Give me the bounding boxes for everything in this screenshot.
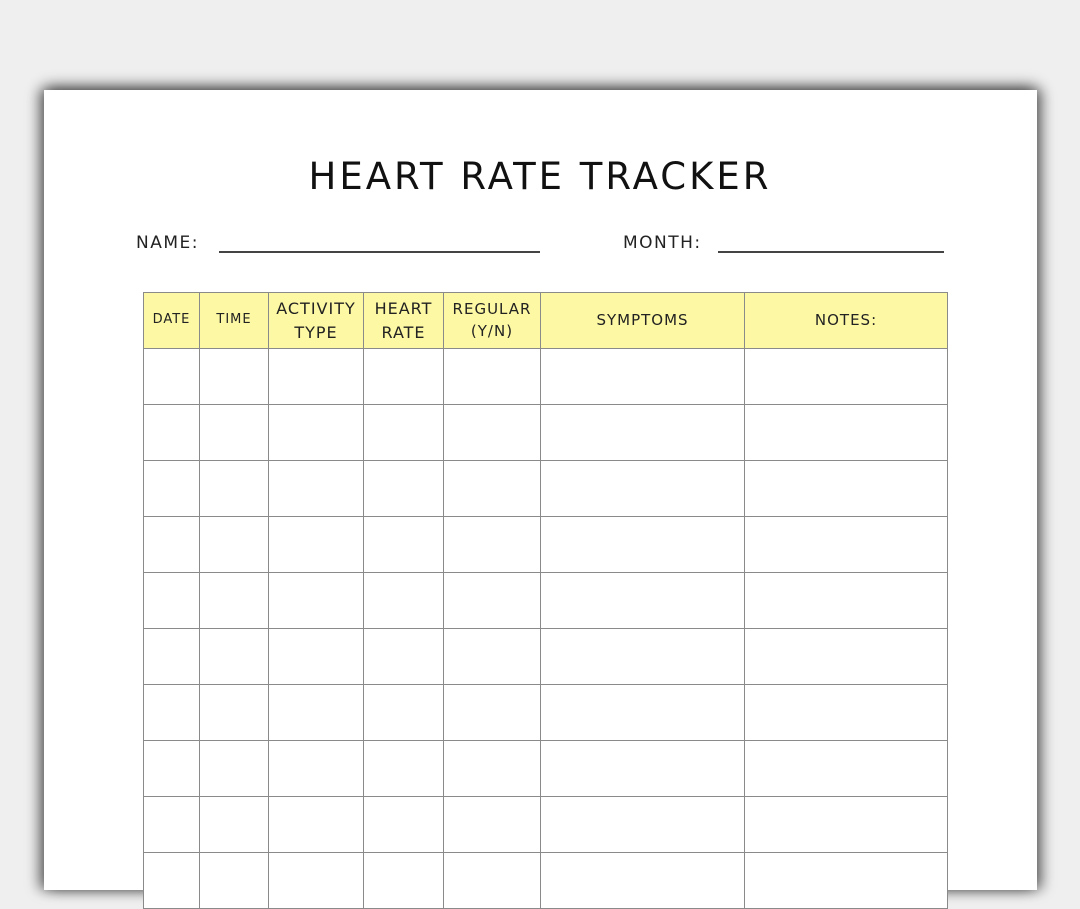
table-cell[interactable] (541, 573, 745, 629)
table-row (144, 405, 948, 461)
table-cell[interactable] (444, 461, 541, 517)
table-cell[interactable] (444, 405, 541, 461)
table-cell[interactable] (144, 461, 200, 517)
table-cell[interactable] (541, 629, 745, 685)
table-cell[interactable] (200, 461, 269, 517)
table-cell[interactable] (364, 797, 444, 853)
table-cell[interactable] (364, 349, 444, 405)
table-cell[interactable] (364, 405, 444, 461)
table-cell[interactable] (444, 349, 541, 405)
table-cell[interactable] (144, 629, 200, 685)
table-cell[interactable] (269, 517, 364, 573)
page-title: HEART RATE TRACKER (308, 155, 772, 198)
table-cell[interactable] (444, 741, 541, 797)
table-row (144, 517, 948, 573)
table-cell[interactable] (541, 405, 745, 461)
table-cell[interactable] (745, 517, 948, 573)
table-cell[interactable] (444, 853, 541, 909)
table-cell[interactable] (541, 797, 745, 853)
table-cell[interactable] (269, 741, 364, 797)
name-field[interactable] (219, 251, 540, 253)
table-cell[interactable] (269, 797, 364, 853)
tracker-body (144, 349, 948, 909)
table-cell[interactable] (745, 853, 948, 909)
table-cell[interactable] (200, 573, 269, 629)
table-cell[interactable] (200, 797, 269, 853)
table-cell[interactable] (269, 405, 364, 461)
table-cell[interactable] (200, 853, 269, 909)
table-cell[interactable] (144, 741, 200, 797)
header-activity-type: ACTIVITY TYPE (269, 293, 364, 349)
table-cell[interactable] (144, 517, 200, 573)
table-cell[interactable] (745, 349, 948, 405)
table-cell[interactable] (444, 629, 541, 685)
table-cell[interactable] (200, 741, 269, 797)
header-time: TIME (200, 293, 269, 349)
table-cell[interactable] (364, 853, 444, 909)
table-cell[interactable] (144, 405, 200, 461)
table-cell[interactable] (144, 349, 200, 405)
table-cell[interactable] (364, 685, 444, 741)
table-cell[interactable] (364, 741, 444, 797)
table-cell[interactable] (269, 629, 364, 685)
table-cell[interactable] (269, 573, 364, 629)
table-cell[interactable] (745, 685, 948, 741)
table-cell[interactable] (144, 573, 200, 629)
table-cell[interactable] (200, 517, 269, 573)
table-cell[interactable] (269, 685, 364, 741)
table-cell[interactable] (200, 349, 269, 405)
month-field[interactable] (718, 251, 944, 253)
table-cell[interactable] (144, 685, 200, 741)
table-cell[interactable] (745, 629, 948, 685)
table-cell[interactable] (541, 349, 745, 405)
table-row (144, 741, 948, 797)
table-cell[interactable] (745, 405, 948, 461)
table-cell[interactable] (541, 685, 745, 741)
header-notes: NOTES: (745, 293, 948, 349)
table-cell[interactable] (745, 461, 948, 517)
table-cell[interactable] (444, 685, 541, 741)
table-row (144, 685, 948, 741)
table-cell[interactable] (541, 461, 745, 517)
header-regular: REGULAR (Y/N) (444, 293, 541, 349)
header-symptoms: SYMPTOMS (541, 293, 745, 349)
table-cell[interactable] (269, 461, 364, 517)
table-cell[interactable] (745, 741, 948, 797)
month-label: MONTH: (623, 233, 702, 253)
table-cell[interactable] (364, 629, 444, 685)
table-row (144, 853, 948, 909)
table-cell[interactable] (444, 573, 541, 629)
table-cell[interactable] (200, 629, 269, 685)
table-row (144, 349, 948, 405)
table-cell[interactable] (541, 741, 745, 797)
table-cell[interactable] (364, 573, 444, 629)
table-cell[interactable] (200, 405, 269, 461)
table-cell[interactable] (144, 853, 200, 909)
tracker-table (143, 292, 948, 909)
name-label: NAME: (136, 233, 199, 253)
header-row (144, 293, 948, 349)
table-cell[interactable] (269, 349, 364, 405)
table-cell[interactable] (444, 797, 541, 853)
table-row (144, 573, 948, 629)
table-cell[interactable] (269, 853, 364, 909)
table-cell[interactable] (200, 685, 269, 741)
header-date: DATE (144, 293, 200, 349)
table-row (144, 461, 948, 517)
table-cell[interactable] (541, 517, 745, 573)
table-cell[interactable] (745, 797, 948, 853)
table-cell[interactable] (144, 797, 200, 853)
table-cell[interactable] (541, 853, 745, 909)
table-row (144, 629, 948, 685)
table-cell[interactable] (364, 461, 444, 517)
table-cell[interactable] (745, 573, 948, 629)
header-heart-rate: HEART RATE (364, 293, 444, 349)
table-cell[interactable] (444, 517, 541, 573)
table-row (144, 797, 948, 853)
table-cell[interactable] (364, 517, 444, 573)
